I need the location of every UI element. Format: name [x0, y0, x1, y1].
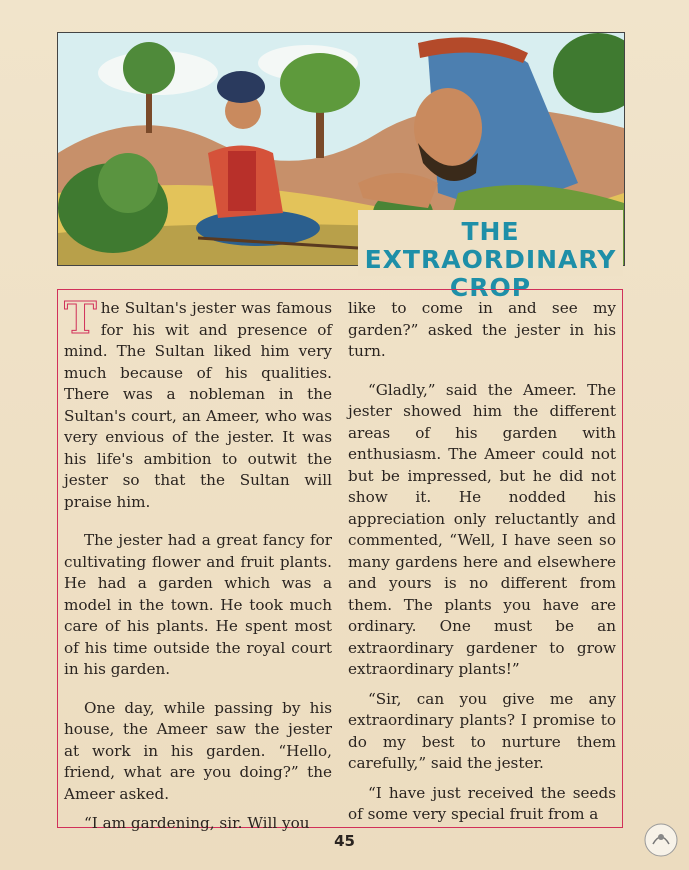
paragraph-text: he Sultan's jester was famous for his wit and presence of mind. The Sultan liked him very much because of his qualities. There was a nobleman in the Sultan's court, an Ameer, who was very envious of the jester. It was his life's ambition to outwit the jester so that the Sultan will praise him. — [64, 299, 332, 511]
story-title-line-2: CROP — [449, 273, 532, 302]
story-column-left — [64, 293, 332, 852]
publisher-logo-icon — [643, 822, 679, 858]
story-column-right — [348, 298, 616, 843]
jester-turban — [217, 71, 265, 103]
story-title-line-1: THE EXTRAORDINARY — [364, 217, 617, 274]
story-paragraph — [64, 293, 332, 513]
tree-canopy — [123, 42, 175, 94]
story-paragraph: “I am gardening, sir. Will you — [84, 814, 310, 832]
story-paragraph: “Gladly,” said the Ameer. The jester showed him the different areas of his garden with enthusiasm. The Ameer could not but be impressed, but he did not show it. He nodded his appreciation only reluctantly and commented, “Well, I have seen so many gardens here and elsewhere and yours is no different from them. The plants you have are ordinary. One must be an extraordinary gardener to grow extraordinary plants!” — [348, 380, 616, 678]
story-paragraph: like to come in and see my garden?” asked the jester in his turn. — [348, 299, 616, 360]
page-number: 45 — [334, 832, 355, 850]
story-paragraph: One day, while passing by his house, the Ameer saw the jester at work in his garden. “Hello, friend, what are you doing?” the Ameer asked. — [64, 698, 332, 803]
tree-canopy — [280, 53, 360, 113]
jester-vest — [228, 151, 256, 211]
story-paragraph: “Sir, can you give me any extraordinary plants? I promise to do my best to nurture them carefully,” said the jester. — [348, 689, 616, 772]
story-paragraph: “I have just received the seeds of some very special fruit from a — [348, 783, 616, 823]
story-paragraph: The jester had a great fancy for cultivating flower and fruit plants. He had a garden which was a model in the town. He took much care of his plants. He spent most of his time outside the royal court in his garden. — [64, 531, 332, 678]
drop-cap: T — [64, 293, 97, 344]
story-title — [358, 210, 623, 302]
bush-shape — [98, 153, 158, 213]
